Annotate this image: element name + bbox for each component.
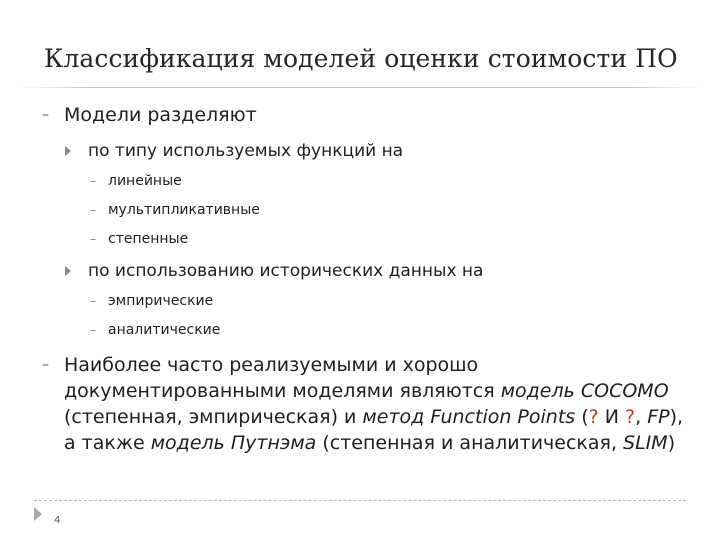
bullet-text: Модели разделяют bbox=[64, 104, 257, 126]
dash-bullet-icon: – bbox=[90, 294, 96, 308]
fp-abbr-text: FP bbox=[647, 406, 670, 428]
list-item bbox=[90, 321, 221, 339]
dash-bullet-icon: – bbox=[90, 323, 96, 337]
slide-title: Классификация моделей оценки стоимости ПО bbox=[44, 44, 678, 73]
dash-bullet-icon: – bbox=[90, 174, 96, 188]
title-divider bbox=[20, 87, 700, 88]
dash-bullet-icon: – bbox=[42, 107, 49, 123]
dash-bullet-icon: – bbox=[42, 357, 49, 373]
list-item bbox=[90, 172, 182, 190]
sub-bullet-function-type bbox=[88, 140, 403, 162]
sub-bullet-historical-data bbox=[88, 260, 483, 282]
list-item-text: мультипликативные bbox=[108, 202, 260, 218]
list-item-text: линейные bbox=[108, 173, 182, 189]
dash-bullet-icon: – bbox=[90, 232, 96, 246]
bullet-models-divide bbox=[42, 102, 694, 128]
question-mark: ? bbox=[625, 406, 636, 428]
list-item bbox=[90, 230, 189, 248]
list-item-text: эмпирические bbox=[108, 293, 214, 309]
list-item-text: аналитические bbox=[108, 322, 221, 338]
bullet-popular-models: – Наиболее часто реализуемыми и хорошо документированными моделями являются модель COCOMO (степенная, эмпирическая) и метод Function Points (? И ?, FP), а также модель Путнэма (степенная и аналитическая, SLIM) bbox=[42, 354, 684, 454]
page-number: 4 bbox=[54, 515, 61, 526]
footer-divider bbox=[34, 500, 686, 501]
cocomo-model-text: модель COCOMO bbox=[500, 380, 669, 402]
sub-bullet-text: по типу используемых функций на bbox=[88, 141, 404, 161]
function-points-text: метод Function Points bbox=[362, 406, 576, 428]
footer-triangle-icon bbox=[34, 507, 42, 521]
list-item-text: степенные bbox=[108, 231, 189, 247]
putnam-model-text: модель Путнэма bbox=[150, 432, 317, 454]
question-mark: ? bbox=[588, 406, 599, 428]
triangle-bullet-icon bbox=[65, 146, 71, 156]
slim-text: SLIM bbox=[623, 432, 668, 454]
list-item bbox=[90, 292, 214, 310]
list-item bbox=[90, 201, 260, 219]
dash-bullet-icon: – bbox=[90, 203, 96, 217]
triangle-bullet-icon bbox=[65, 266, 71, 276]
sub-bullet-text: по использованию исторических данных на bbox=[88, 261, 484, 281]
